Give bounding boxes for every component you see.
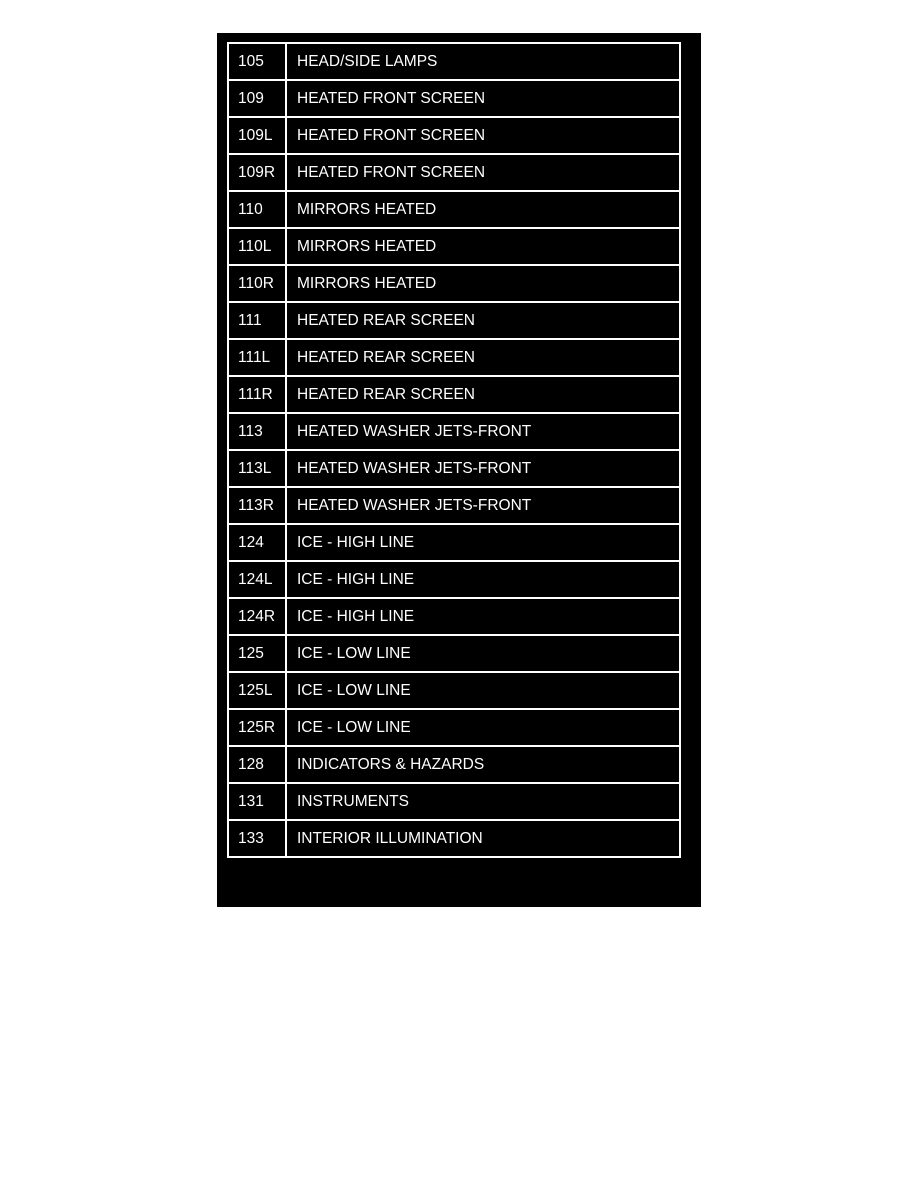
row-description: MIRRORS HEATED bbox=[286, 191, 680, 228]
code-table-panel bbox=[217, 33, 701, 907]
table-row bbox=[228, 635, 680, 672]
row-description: ICE - HIGH LINE bbox=[286, 598, 680, 635]
row-description: HEATED WASHER JETS-FRONT bbox=[286, 413, 680, 450]
row-description: ICE - HIGH LINE bbox=[286, 524, 680, 561]
row-code: 113L bbox=[228, 450, 286, 487]
row-description: HEAD/SIDE LAMPS bbox=[286, 43, 680, 80]
table-row bbox=[228, 43, 680, 80]
code-table-body bbox=[228, 43, 680, 857]
row-code: 111 bbox=[228, 302, 286, 339]
row-description: HEATED WASHER JETS-FRONT bbox=[286, 487, 680, 524]
table-row bbox=[228, 339, 680, 376]
row-code: 109 bbox=[228, 80, 286, 117]
row-description: ICE - LOW LINE bbox=[286, 635, 680, 672]
table-row bbox=[228, 450, 680, 487]
row-code: 111L bbox=[228, 339, 286, 376]
row-description: HEATED WASHER JETS-FRONT bbox=[286, 450, 680, 487]
table-row bbox=[228, 820, 680, 857]
table-row bbox=[228, 746, 680, 783]
row-description: HEATED REAR SCREEN bbox=[286, 376, 680, 413]
table-row bbox=[228, 191, 680, 228]
row-code: 110L bbox=[228, 228, 286, 265]
table-row bbox=[228, 709, 680, 746]
row-description: ICE - LOW LINE bbox=[286, 709, 680, 746]
row-description: HEATED FRONT SCREEN bbox=[286, 154, 680, 191]
row-description: HEATED REAR SCREEN bbox=[286, 339, 680, 376]
table-row bbox=[228, 524, 680, 561]
row-description: INDICATORS & HAZARDS bbox=[286, 746, 680, 783]
table-row bbox=[228, 376, 680, 413]
row-code: 110 bbox=[228, 191, 286, 228]
row-code: 113R bbox=[228, 487, 286, 524]
row-code: 109R bbox=[228, 154, 286, 191]
row-code: 124 bbox=[228, 524, 286, 561]
table-row bbox=[228, 672, 680, 709]
row-description: ICE - LOW LINE bbox=[286, 672, 680, 709]
table-row bbox=[228, 783, 680, 820]
table-row bbox=[228, 561, 680, 598]
row-code: 105 bbox=[228, 43, 286, 80]
row-code: 125R bbox=[228, 709, 286, 746]
row-code: 111R bbox=[228, 376, 286, 413]
row-description: MIRRORS HEATED bbox=[286, 228, 680, 265]
row-description: INTERIOR ILLUMINATION bbox=[286, 820, 680, 857]
row-code: 124L bbox=[228, 561, 286, 598]
row-code: 133 bbox=[228, 820, 286, 857]
table-row bbox=[228, 598, 680, 635]
row-code: 125L bbox=[228, 672, 286, 709]
table-row bbox=[228, 487, 680, 524]
table-row bbox=[228, 117, 680, 154]
row-description: ICE - HIGH LINE bbox=[286, 561, 680, 598]
row-code: 109L bbox=[228, 117, 286, 154]
row-code: 128 bbox=[228, 746, 286, 783]
table-row bbox=[228, 154, 680, 191]
row-description: HEATED FRONT SCREEN bbox=[286, 117, 680, 154]
code-table bbox=[227, 42, 681, 858]
row-description: HEATED REAR SCREEN bbox=[286, 302, 680, 339]
row-code: 110R bbox=[228, 265, 286, 302]
table-row bbox=[228, 80, 680, 117]
row-code: 131 bbox=[228, 783, 286, 820]
row-description: HEATED FRONT SCREEN bbox=[286, 80, 680, 117]
row-description: INSTRUMENTS bbox=[286, 783, 680, 820]
row-code: 124R bbox=[228, 598, 286, 635]
table-row bbox=[228, 302, 680, 339]
row-code: 125 bbox=[228, 635, 286, 672]
row-description: MIRRORS HEATED bbox=[286, 265, 680, 302]
table-row bbox=[228, 413, 680, 450]
table-row bbox=[228, 265, 680, 302]
table-row bbox=[228, 228, 680, 265]
row-code: 113 bbox=[228, 413, 286, 450]
